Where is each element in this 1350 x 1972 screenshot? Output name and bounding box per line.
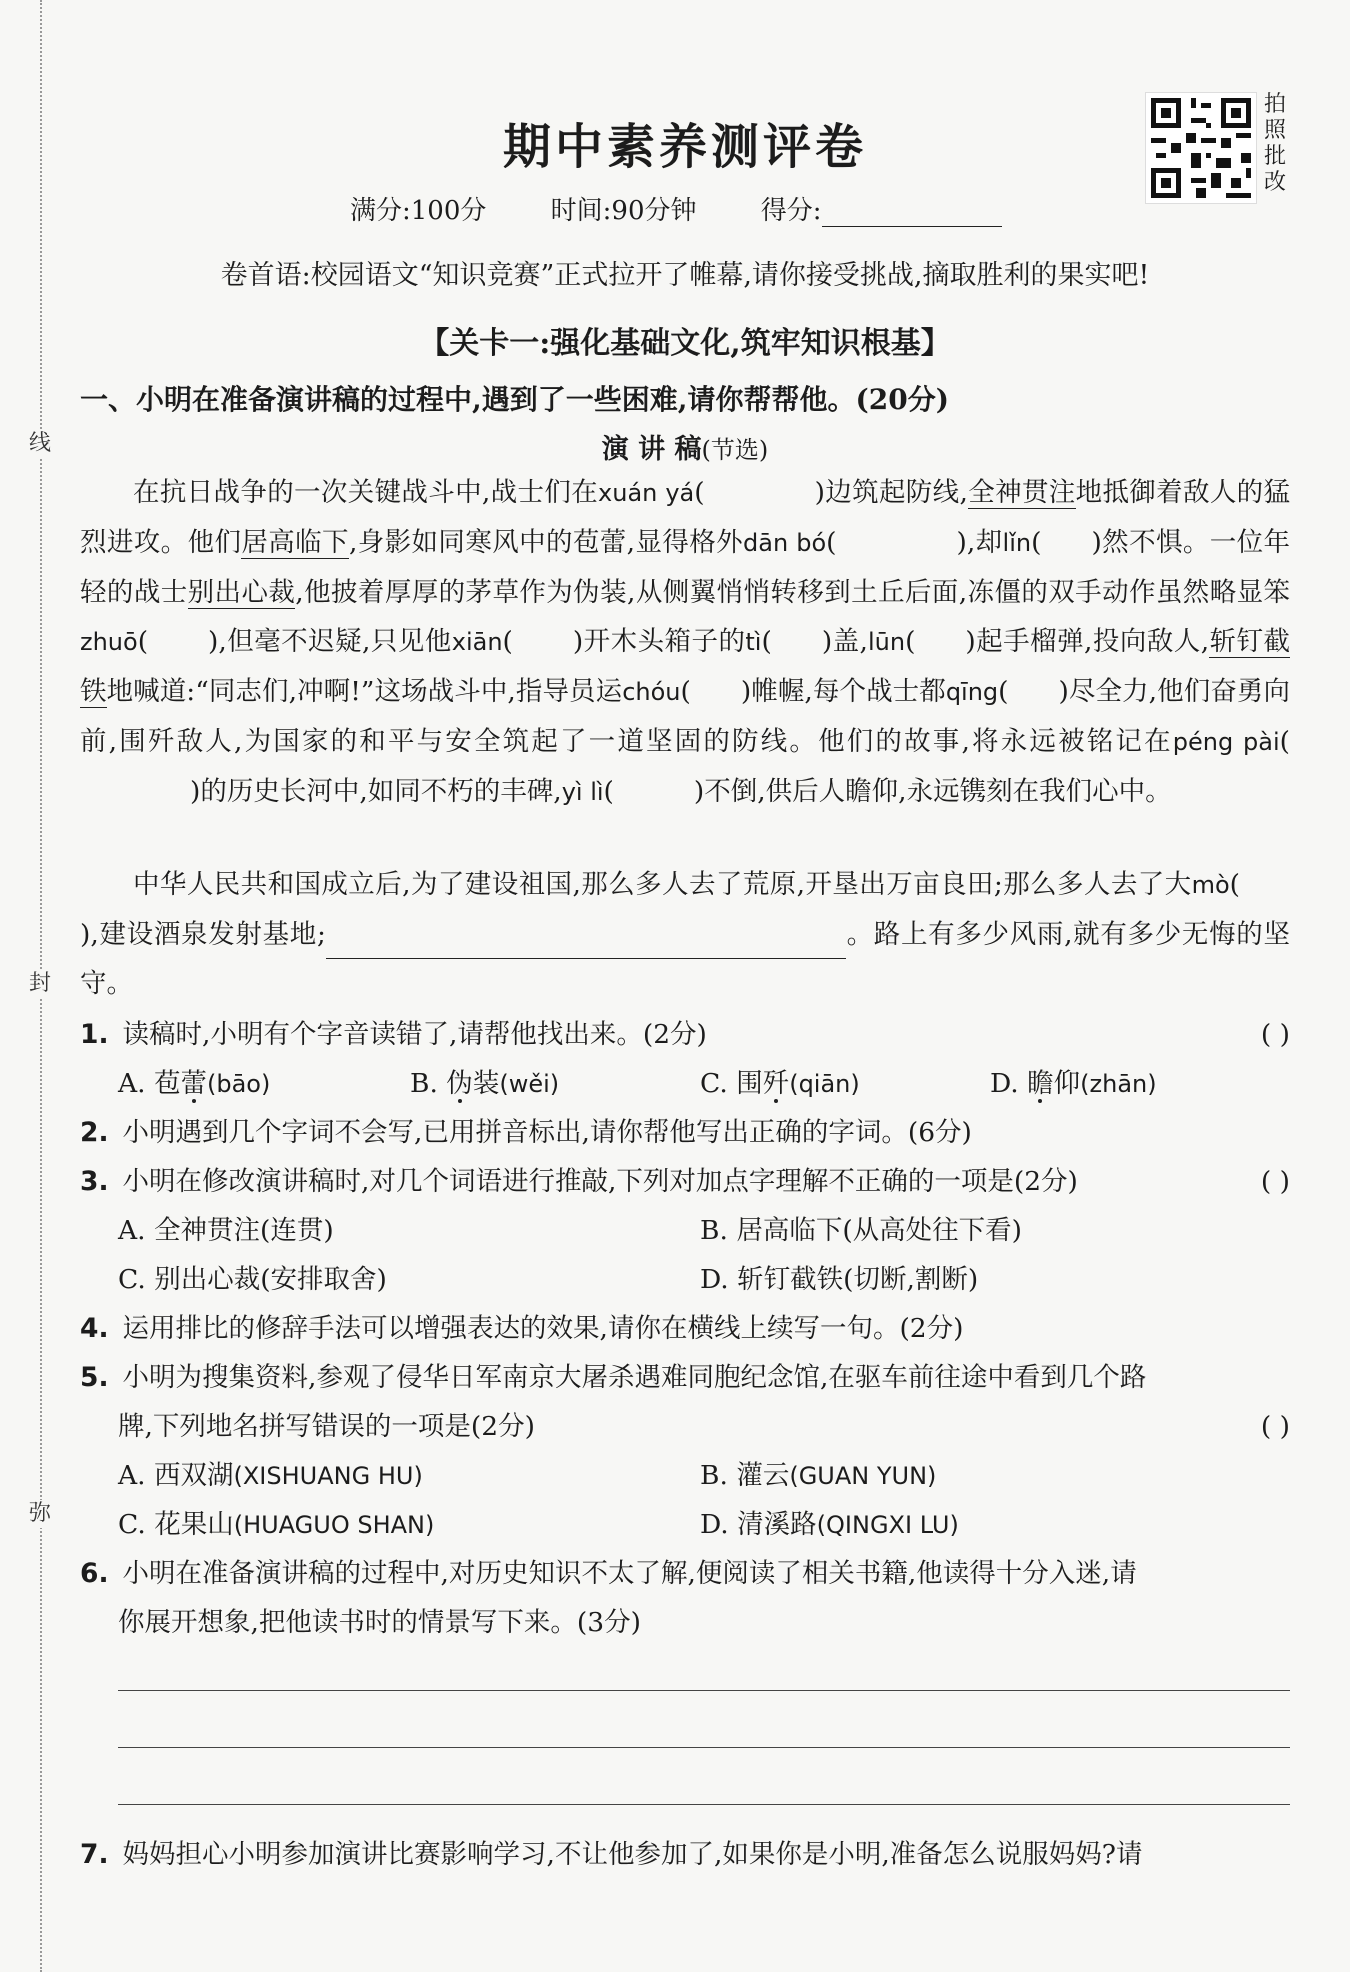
question-text: 你展开想象,把他读书时的情景写下来。(3分)	[118, 1607, 641, 1638]
option-5b[interactable]	[700, 1451, 936, 1501]
question-5	[80, 1353, 1290, 1402]
option-label: D.	[700, 1509, 729, 1540]
question-number: 2.	[80, 1117, 109, 1148]
qr-label: 拍照批改	[1263, 92, 1286, 195]
option-word: 苞蕾	[154, 1068, 207, 1099]
exam-meta	[350, 190, 1058, 227]
pinyin: yì lì	[561, 778, 604, 806]
speech-note: (节选)	[701, 436, 769, 464]
underlined-word: 斩钉截铁	[80, 626, 1290, 707]
text: 盖,	[832, 626, 868, 657]
option-label: C.	[700, 1068, 728, 1099]
underlined-word: 别出心裁	[187, 577, 296, 608]
question-3	[80, 1157, 1290, 1206]
option-label: C.	[118, 1264, 146, 1295]
option-1c[interactable]	[700, 1059, 860, 1109]
option-note: (连贯)	[260, 1215, 334, 1246]
option-5a[interactable]	[118, 1451, 423, 1501]
option-pinyin: (XISHUANG HU)	[233, 1462, 423, 1490]
margin-label-seal: 封	[26, 970, 54, 998]
pinyin: chóu	[622, 678, 681, 706]
part-one-title: 一、小明在准备演讲稿的过程中,遇到了一些困难,请你帮帮他。(20分)	[80, 383, 949, 416]
underlined-word: 居高临下	[241, 527, 349, 558]
option-pinyin: (bāo)	[207, 1070, 271, 1098]
text: ,身影如同寒风中的苞蕾,显得格外	[348, 527, 744, 558]
pinyin: xuán yá	[598, 479, 695, 507]
answer-paren[interactable]: ( )	[1260, 1166, 1290, 1197]
option-word: 伪装	[446, 1068, 500, 1099]
text: ,却	[966, 527, 1003, 558]
writing-line[interactable]	[118, 1747, 1290, 1748]
option-label: D.	[700, 1264, 729, 1295]
pinyin: lǐn	[1002, 529, 1032, 557]
question-text: 小明遇到几个字词不会写,已用拼音标出,请你帮他写出正确的字词。(6分)	[122, 1117, 972, 1148]
speech-title-text: 演 讲 稿	[601, 434, 702, 465]
dotted-char: 伪	[446, 1068, 473, 1099]
option-word: 全神贯注	[154, 1215, 260, 1246]
option-label: B.	[700, 1215, 728, 1246]
answer-paren[interactable]: ( )	[1260, 1411, 1290, 1442]
option-label: C.	[118, 1509, 146, 1540]
option-note: (从高处往下看)	[842, 1215, 1023, 1246]
option-1b[interactable]	[410, 1059, 559, 1109]
text: 开木头箱子的	[583, 626, 746, 657]
question-number: 7.	[80, 1839, 109, 1870]
option-pinyin: (qiān)	[789, 1070, 860, 1098]
option-label: A.	[118, 1460, 146, 1491]
speech-paragraph-1: 在抗日战争的一次关键战斗中,战士们在xuán yá( )边筑起防线,全神贯注地抵御着敌人的猛烈进攻。他们居高临下,身影如同寒风中的苞蕾,显得格外dān bó( ),却lǐn( )然不惧。一位年轻的战士别出心裁,他披着厚厚的茅草作为伪装,从侧翼悄悄转移到土丘后面,冻僵的双手动作虽然略显笨zhuō( ),但毫不迟疑,只见他xiān( )开木头箱子的tì( )盖,lūn( )起手榴弹,投向敌人,斩钉截铁地喊道:“同志们,冲啊!”这场战斗中,指导员运chóu( )帷幄,每个战士都qīng( )尽全力,他们奋勇向前,围歼敌人,为国家的和平与安全筑起了一道坚固的防线。他们的故事,将永远被铭记在péng pài()的历史长河中,如同不朽的丰碑,yì lì( )不倒,供后人瞻仰,永远镌刻在我们心中。	[80, 477, 1291, 807]
pinyin: xiān	[451, 628, 503, 656]
dotted-char: 瞻	[1027, 1068, 1054, 1099]
writing-line[interactable]	[118, 1804, 1290, 1805]
writing-line[interactable]	[118, 1690, 1290, 1691]
time-limit: 时间:90分钟	[550, 196, 697, 226]
question-number: 5.	[80, 1362, 109, 1393]
pinyin: mò	[1191, 871, 1230, 899]
option-5d[interactable]	[700, 1500, 959, 1550]
question-text: 读稿时,小明有个字音读错了,请帮他找出来。(2分)	[122, 1019, 707, 1050]
option-word: 居高临下	[736, 1215, 843, 1246]
pinyin: zhuō	[80, 628, 138, 656]
text: 地喊道:“同志们,冲啊!”这场战斗中,指导员运	[106, 676, 623, 707]
text: ,建设酒泉发射基地;	[90, 919, 326, 950]
question-text: 妈妈担心小明参加演讲比赛影响学习,不让他参加了,如果你是小明,准备怎么说服妈妈?请	[122, 1839, 1143, 1870]
option-pinyin: (GUAN YUN)	[789, 1462, 937, 1490]
option-3c[interactable]	[118, 1255, 387, 1304]
page-title: 期中素养测评卷	[502, 119, 867, 175]
option-note: (安排取舍)	[260, 1264, 387, 1295]
option-label: A.	[118, 1215, 146, 1246]
margin-label-mi: 弥	[26, 1500, 54, 1528]
option-pinyin: (HUAGUO SHAN)	[233, 1511, 435, 1539]
full-score: 满分:100分	[350, 196, 487, 226]
option-word: 斩钉截铁	[737, 1264, 844, 1295]
speech-paragraph-2: 中华人民共和国成立后,为了建设祖国,那么多人去了荒原,开垦出万亩良田;那么多人去了大mò(),建设酒泉发射基地; 。路上有多少风雨,就有多少无悔的坚守。	[80, 869, 1290, 999]
text: 的历史长河中,如同不朽的丰碑,	[200, 776, 562, 807]
text: 帷幄,每个战士都	[751, 676, 946, 707]
question-1	[80, 1010, 1290, 1059]
option-3b[interactable]	[700, 1206, 1022, 1255]
option-word: 清溪路	[737, 1509, 817, 1540]
margin-label-line: 线	[26, 430, 54, 458]
underlined-word: 全神贯注	[967, 477, 1076, 508]
text: 然不惧。一位年轻的战士	[80, 527, 1291, 608]
option-word: 花果山	[154, 1509, 234, 1540]
option-1a[interactable]	[118, 1059, 270, 1109]
score-blank[interactable]	[822, 202, 1002, 227]
question-5-cont	[118, 1402, 1290, 1451]
score-label: 得分:	[760, 196, 822, 226]
section-title: 【关卡一:强化基础文化,筑牢知识根基】	[419, 326, 951, 361]
option-pinyin: (zhān)	[1080, 1070, 1157, 1098]
speech-title	[80, 427, 1290, 466]
qr-code-icon[interactable]	[1145, 92, 1257, 204]
text: ,他披着厚厚的茅草作为伪装,从侧翼悄悄转移到土丘后面,冻僵的双手动作虽然略显笨	[295, 577, 1291, 608]
text: 边筑起防线,	[824, 477, 968, 508]
text: 地抵御着敌人的猛烈进攻。他们	[80, 477, 1291, 558]
question-number: 6.	[80, 1558, 109, 1589]
option-word: 别出心裁	[154, 1264, 261, 1295]
option-word: 灌云	[736, 1460, 790, 1491]
option-3a[interactable]	[118, 1206, 334, 1255]
option-label: B.	[700, 1460, 728, 1491]
dotted-char: 蕾	[180, 1068, 207, 1099]
question-number: 1.	[80, 1019, 109, 1050]
parallelism-answer-line[interactable]	[326, 928, 846, 959]
option-label: D.	[990, 1068, 1019, 1099]
question-2	[80, 1108, 1290, 1157]
question-text: 运用排比的修辞手法可以增强表达的效果,请你在横线上续写一句。(2分)	[122, 1313, 964, 1344]
question-6	[80, 1549, 1290, 1598]
option-label: B.	[410, 1068, 438, 1099]
option-note: (切断,割断)	[843, 1264, 979, 1295]
question-number: 4.	[80, 1313, 109, 1344]
answer-paren[interactable]: ( )	[1260, 1019, 1290, 1050]
text: 。路上有多少风雨,就有多少无悔的坚守。	[80, 919, 1290, 999]
option-5c[interactable]	[118, 1500, 434, 1550]
question-text: 牌,下列地名拼写错误的一项是(2分)	[118, 1411, 535, 1442]
text: 起手榴弹,投向敌人,	[975, 626, 1210, 657]
option-word: 围歼	[736, 1068, 790, 1099]
preface: 卷首语:校园语文“知识竞赛”正式拉开了帷幕,请你接受挑战,摘取胜利的果实吧!	[220, 260, 1150, 291]
question-4	[80, 1304, 1290, 1353]
text: 尽全力,他们奋勇向前,围歼敌人,为国家的和平与安全筑起了一道坚固的防线。他们的故事,将永远被铭记在	[80, 676, 1290, 757]
option-word: 西双湖	[154, 1460, 234, 1491]
option-word: 瞻仰	[1027, 1068, 1081, 1099]
option-1d[interactable]	[990, 1059, 1157, 1109]
question-7	[80, 1830, 1290, 1879]
pinyin: péng pài	[1172, 728, 1280, 756]
dotted-char: 歼	[762, 1068, 790, 1099]
question-text: 小明在准备演讲稿的过程中,对历史知识不太了解,便阅读了相关书籍,他读得十分入迷,请	[122, 1558, 1137, 1589]
question-number: 3.	[80, 1166, 109, 1197]
text: ,但毫不迟疑,只见他	[218, 626, 452, 657]
question-text: 小明为搜集资料,参观了侵华日军南京大屠杀遇难同胞纪念馆,在驱车前往途中看到几个路	[122, 1362, 1147, 1393]
text: 不倒,供后人瞻仰,永远镌刻在我们心中。	[704, 776, 1172, 807]
option-3d[interactable]	[700, 1255, 978, 1304]
score-field	[761, 196, 1058, 226]
option-pinyin: (wěi)	[499, 1070, 560, 1098]
text: 中华人民共和国成立后,为了建设祖国,那么多人去了荒原,开垦出万亩良田;那么多人去了大	[133, 869, 1192, 900]
pinyin: qīng	[945, 678, 999, 706]
pinyin: tì	[745, 628, 762, 656]
option-pinyin: (QINGXI LU)	[816, 1511, 959, 1539]
text: 在抗日战争的一次关键战斗中,战士们在	[133, 477, 599, 508]
option-label: A.	[118, 1068, 146, 1099]
question-text: 小明在修改演讲稿时,对几个词语进行推敲,下列对加点字理解不正确的一项是(2分)	[122, 1166, 1078, 1197]
pinyin: lūn	[867, 628, 906, 656]
question-6-cont	[118, 1598, 1290, 1647]
pinyin: dān bó	[743, 529, 827, 557]
